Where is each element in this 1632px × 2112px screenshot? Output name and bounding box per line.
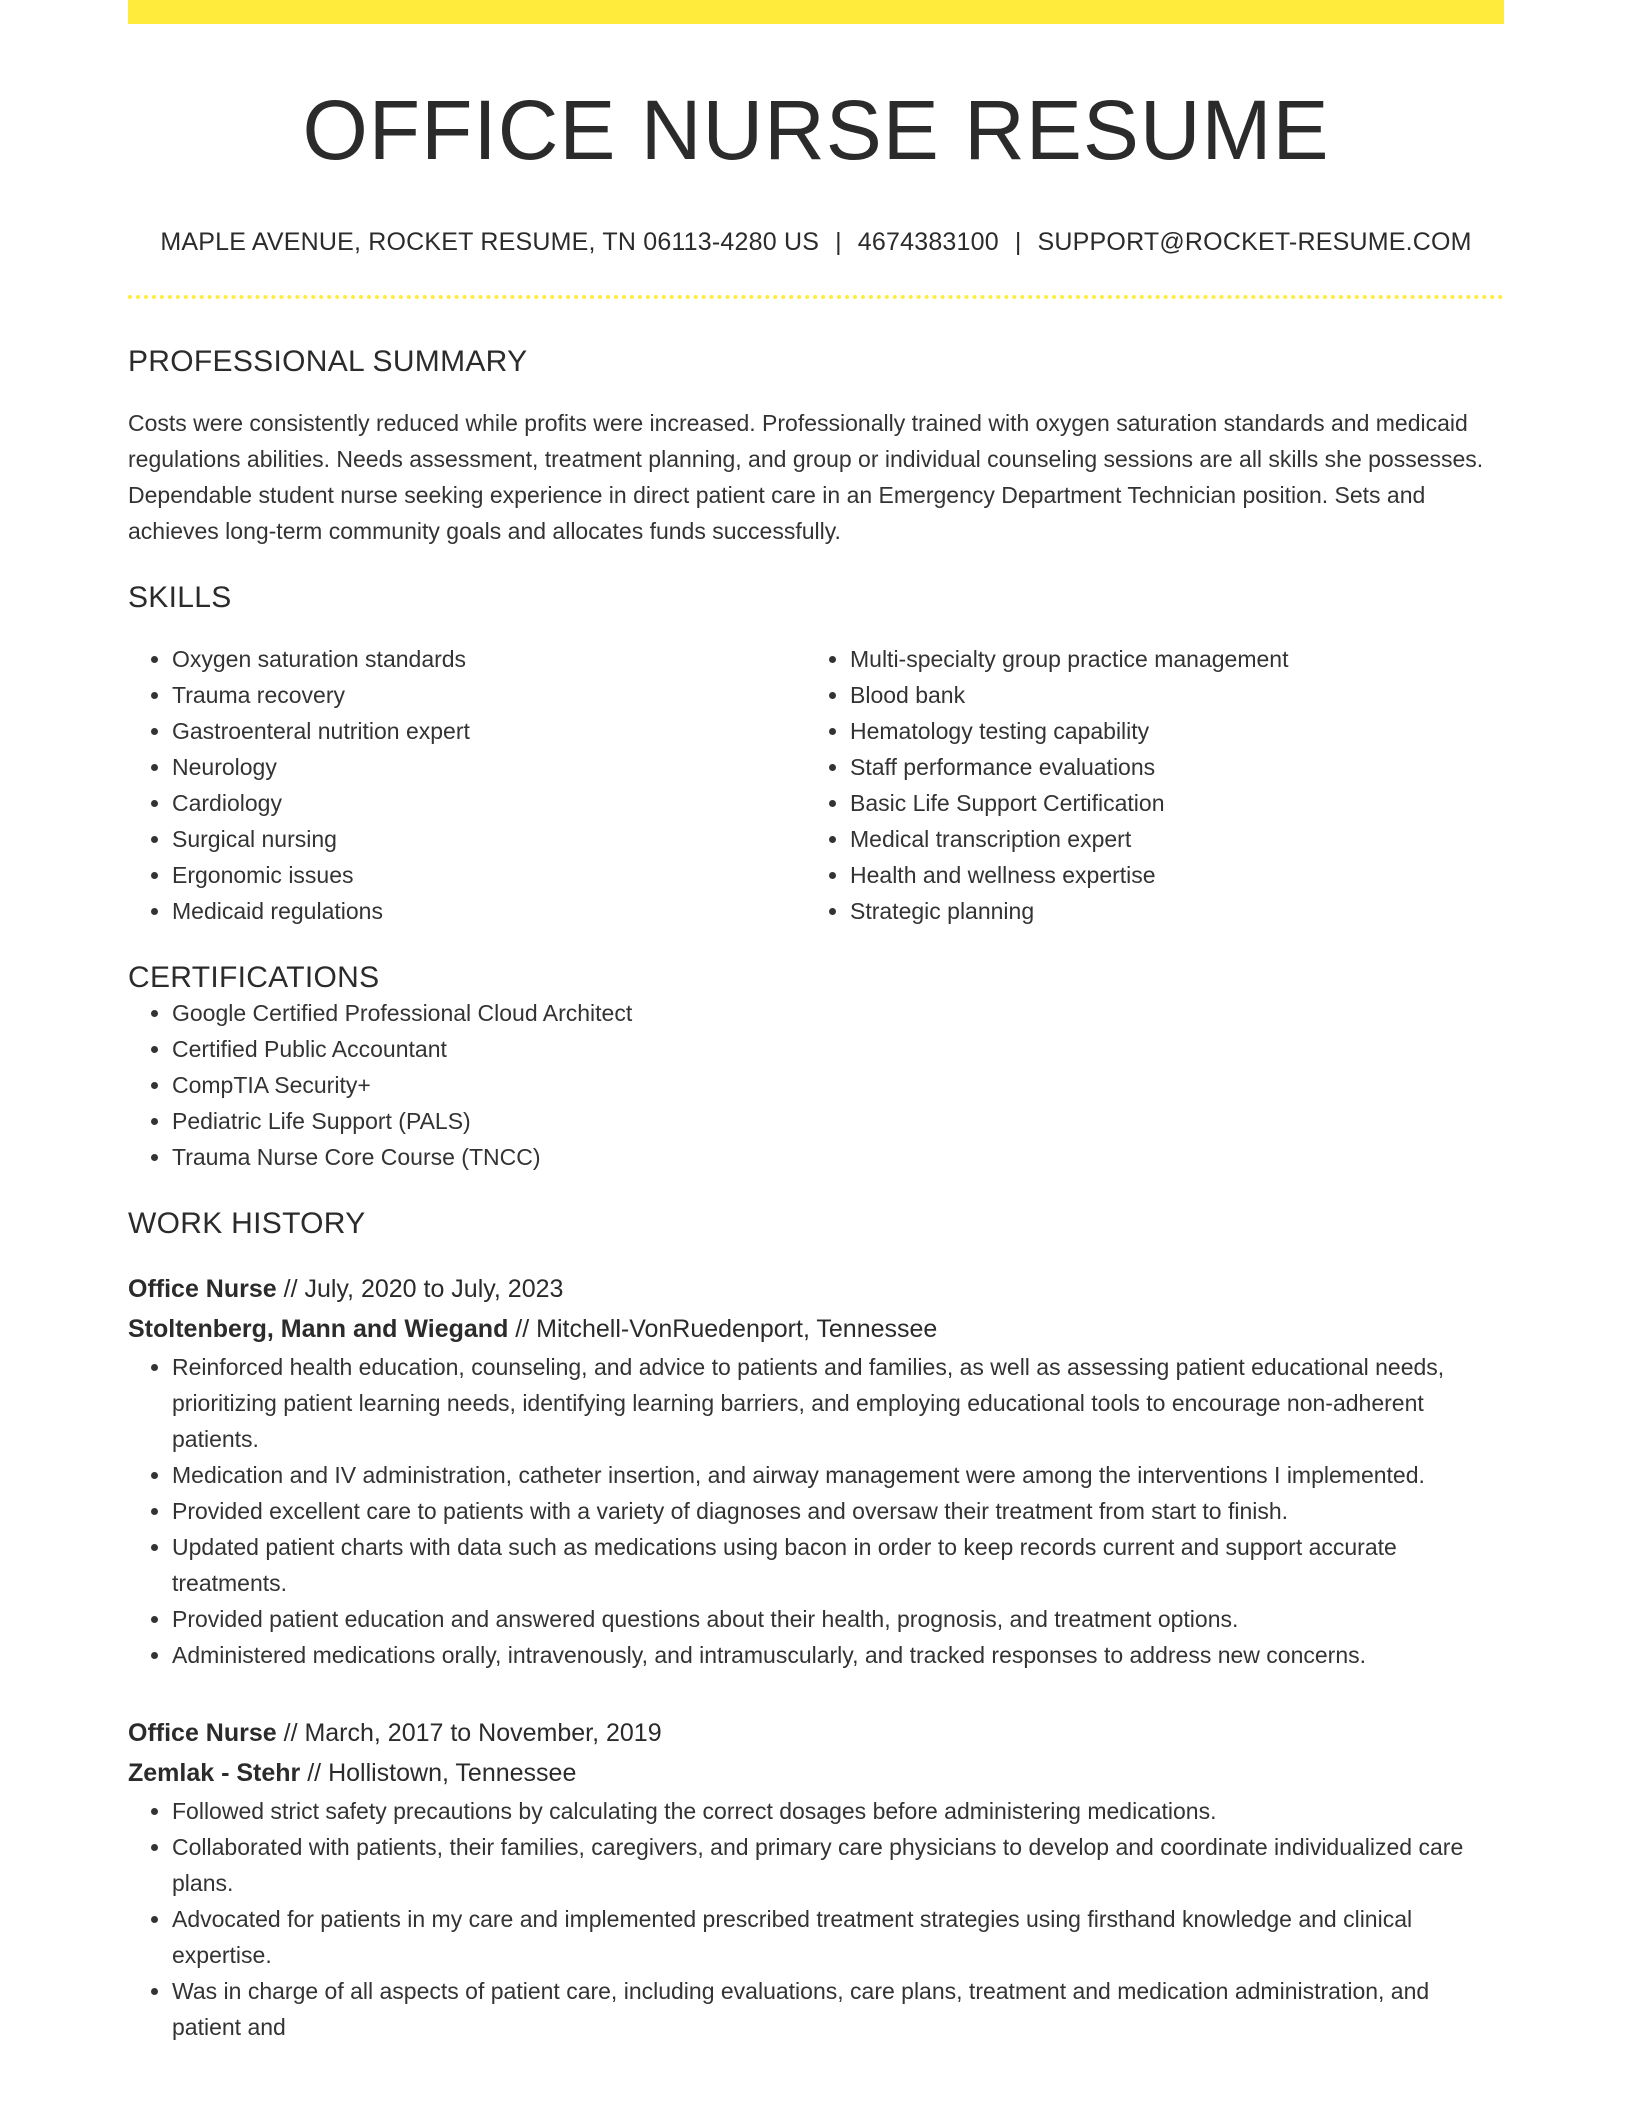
job-duty: • Provided excellent care to patients with a variety of diagnoses and oversaw their treatment from start to finish. [172, 1493, 1504, 1529]
resume-page [128, 0, 1504, 2045]
work-history-heading: WORK HISTORY [128, 1207, 366, 1241]
job-duty: • Medication and IV administration, catheter insertion, and airway management were among the interventions I implemented. [172, 1457, 1504, 1493]
certifications-list [128, 995, 1504, 1175]
skill-item: • Trauma recovery [172, 677, 806, 713]
job-duty: • Administered medications orally, intravenously, and intramuscularly, and tracked responses to address new concerns. [172, 1637, 1504, 1673]
job-entry [128, 1713, 1504, 2045]
job-duty: • Followed strict safety precautions by calculating the correct dosages before administering medications. [172, 1793, 1504, 1829]
contact-phone: 4674383100 [857, 228, 999, 257]
job-duty: • Collaborated with patients, their families, caregivers, and primary care physicians to develop and coordinate individualized care plans. [172, 1829, 1504, 1901]
top-accent-bar [128, 0, 1504, 24]
contact-email: SUPPORT@ROCKET-RESUME.COM [1037, 228, 1472, 257]
resume-title: OFFICE NURSE RESUME [302, 83, 1330, 177]
skill-item: • Neurology [172, 749, 806, 785]
contact-separator: | [1014, 228, 1022, 257]
job-dates: // July, 2020 to July, 2023 [276, 1275, 564, 1304]
job-dates: // March, 2017 to November, 2019 [276, 1719, 662, 1748]
certification-item: • Google Certified Professional Cloud Architect [172, 995, 1504, 1031]
skill-item: • Multi-specialty group practice management [850, 641, 1484, 677]
skill-item: • Blood bank [850, 677, 1484, 713]
skill-item: • Gastroenteral nutrition expert [172, 713, 806, 749]
job-company: Stoltenberg, Mann and Wiegand [128, 1315, 509, 1344]
skills-column-left [128, 641, 806, 929]
job-role-line [128, 1713, 1504, 1753]
contact-line [128, 228, 1504, 257]
job-company: Zemlak - Stehr [128, 1759, 301, 1788]
certifications-heading: CERTIFICATIONS [128, 961, 380, 995]
job-duty: • Reinforced health education, counseling, and advice to patients and families, as well as assessing patient educational needs, prioritizing patient learning needs, identifying learning barriers, and employing educational tools to encourage non-adherent patients. [172, 1349, 1504, 1457]
skill-item: • Hematology testing capability [850, 713, 1484, 749]
job-company-line [128, 1753, 1504, 1793]
skills-list-right [806, 641, 1484, 929]
job-role: Office Nurse [128, 1275, 277, 1304]
job-duty: • Provided patient education and answered questions about their health, prognosis, and treatment options. [172, 1601, 1504, 1637]
skills-column-right [806, 641, 1484, 929]
skills-heading: SKILLS [128, 581, 232, 615]
job-duty: • Advocated for patients in my care and implemented prescribed treatment strategies using firsthand knowledge and clinical expertise. [172, 1901, 1504, 1973]
skill-item: • Basic Life Support Certification [850, 785, 1484, 821]
job-duty: • Was in charge of all aspects of patient care, including evaluations, care plans, treatment and medication administration, and patient and [172, 1973, 1504, 2045]
job-entry [128, 1269, 1504, 1673]
job-company-line [128, 1309, 1504, 1349]
contact-separator: | [835, 228, 842, 257]
skill-item: • Staff performance evaluations [850, 749, 1484, 785]
skill-item: • Medicaid regulations [172, 893, 806, 929]
skill-item: • Cardiology [172, 785, 806, 821]
job-role-line [128, 1269, 1504, 1309]
skill-item: • Surgical nursing [172, 821, 806, 857]
job-role: Office Nurse [128, 1719, 277, 1748]
skill-item: • Medical transcription expert [850, 821, 1484, 857]
dotted-divider [128, 295, 1504, 299]
skill-item: • Oxygen saturation standards [172, 641, 806, 677]
skill-item: • Ergonomic issues [172, 857, 806, 893]
skill-item: • Health and wellness expertise [850, 857, 1484, 893]
summary-heading: PROFESSIONAL SUMMARY [128, 345, 528, 379]
job-location: // Hollistown, Tennessee [300, 1759, 577, 1788]
contact-address: MAPLE AVENUE, ROCKET RESUME, TN 06113-4280 US [160, 228, 820, 257]
job-duties-list [128, 1793, 1504, 2045]
certification-item: • Pediatric Life Support (PALS) [172, 1103, 1504, 1139]
job-duty: • Updated patient charts with data such as medications using bacon in order to keep records current and support accurate treatments. [172, 1529, 1504, 1601]
summary-text: Costs were consistently reduced while profits were increased. Professionally trained with oxygen saturation standards and medicaid regulations abilities. Needs assessment, treatment planning, and group or individual counseling sessions are all skills she possesses. Dependable student nurse seeking experience in direct patient care in an Emergency Department Technician position. Sets and achieves long-term community goals and allocates funds successfully. [128, 410, 1484, 545]
skills-grid [128, 641, 1504, 929]
skill-item: • Strategic planning [850, 893, 1484, 929]
certification-item: • CompTIA Security+ [172, 1067, 1504, 1103]
job-location: // Mitchell-VonRuedenport, Tennessee [508, 1315, 938, 1344]
certification-item: • Trauma Nurse Core Course (TNCC) [172, 1139, 1504, 1175]
job-duties-list [128, 1349, 1504, 1673]
skills-list-left [128, 641, 806, 929]
certification-item: • Certified Public Accountant [172, 1031, 1504, 1067]
